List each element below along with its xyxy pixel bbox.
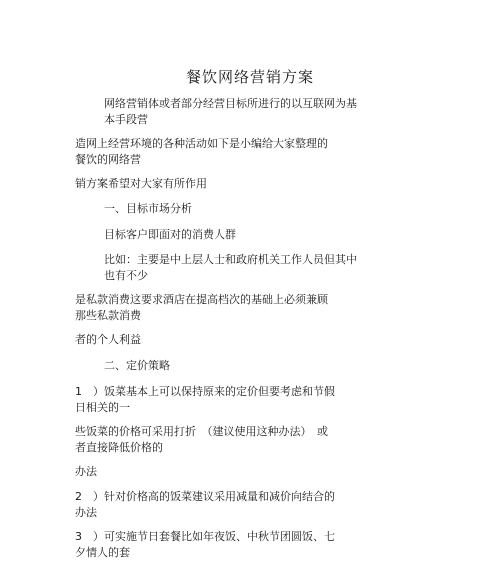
paragraph-example-end: 者的个人利益	[75, 333, 141, 346]
paragraph-intro-cont: 造网上经营环境的各种活动如下是小编给大家整理的餐饮的网络营	[75, 137, 328, 166]
paragraph-intro: 网络营销体或者部分经营目标所进行的以互联网为基本手段营	[104, 97, 357, 126]
list-item-1-cont: 些饭菜的价格可采用打折 （建议使用这种办法） 或者直接降低价格的	[75, 425, 328, 454]
list-item-3: 3 ）可实施节日套餐比如年夜饭、中秋节团圆饭、七夕情人的套	[75, 530, 335, 559]
list-item-1: 1 ）饭菜基本上可以保持原来的定价但要考虑和节假日相关的一	[75, 385, 335, 414]
section-heading-market: 一、目标市场分析	[104, 202, 192, 215]
list-item-2: 2 ）针对价格高的饭菜建议采用减量和减价向结合的办法	[75, 490, 335, 519]
list-item-1-end: 办法	[75, 465, 97, 478]
paragraph-example-cont: 是私款消费这要求酒店在提高档次的基础上必须兼顾那些私款消费	[75, 293, 328, 322]
document-title: 餐饮网络营销方案	[185, 68, 314, 86]
section-heading-pricing: 二、定价策略	[104, 359, 170, 372]
paragraph-target-customers: 目标客户即面对的消费人群	[104, 228, 236, 241]
paragraph-example: 比如：主要是中上层人士和政府机关工作人员但其中也有不少	[104, 253, 357, 282]
paragraph-intro-end: 销方案希望对大家有所作用	[75, 177, 207, 190]
